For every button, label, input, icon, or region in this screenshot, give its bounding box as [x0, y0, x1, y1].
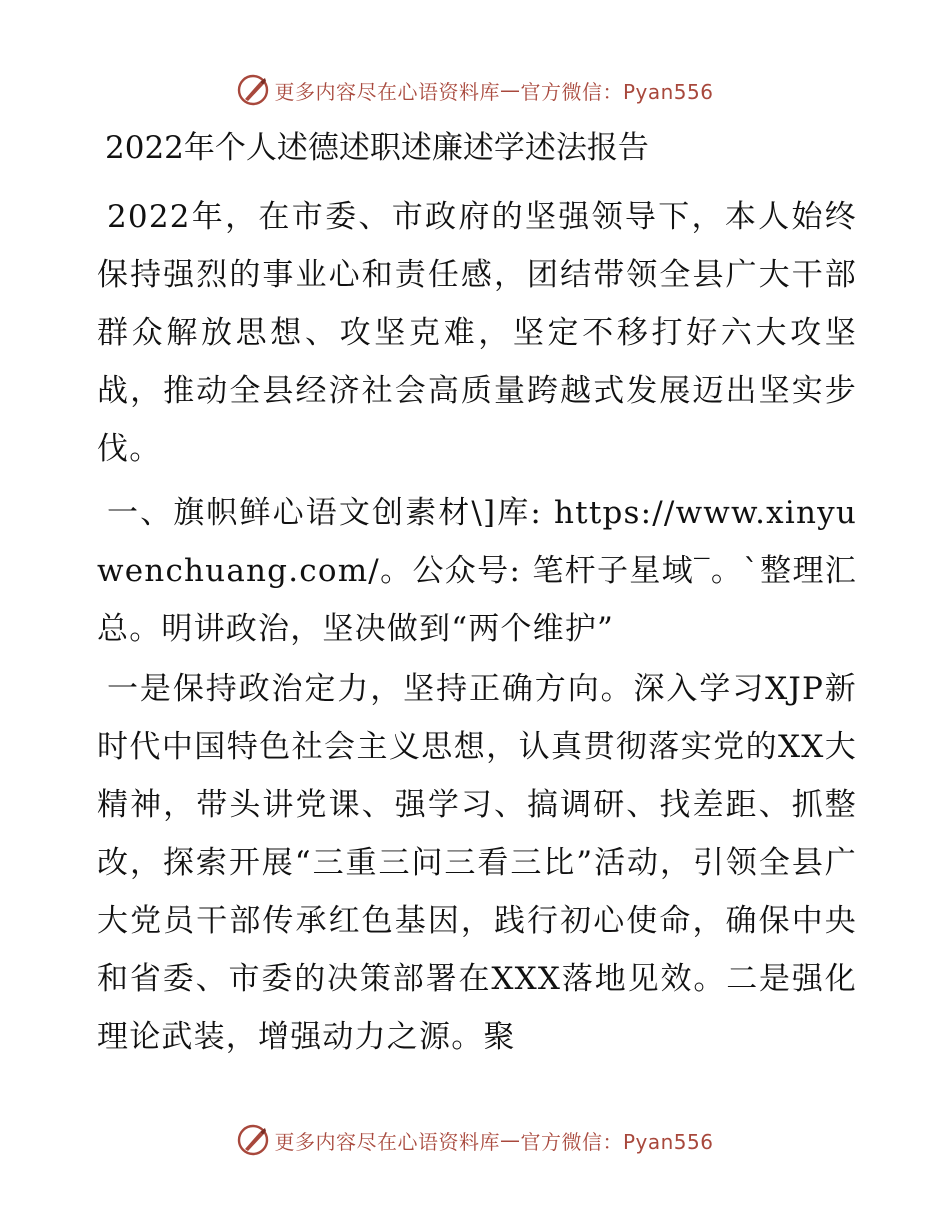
document-body	[97, 120, 857, 1072]
quill-pen-logo-icon	[236, 73, 270, 107]
paragraph-politics: 一是保持政治定力，坚持正确方向。深入学习XJP新时代中国特色社会主义思想，认真贯彻落实党的XX大精神，带头讲党课、强学习、搞调研、找差距、抓整改，探索开展“三重三问三看三比”活动，引领全县广大党员干部传承红色基因，践行初心使命，确保中央和省委、市委的决策部署在XXX落地见效。二是强化理论武装，增强动力之源。聚	[97, 671, 857, 1055]
watermark-wechat-text: 官方微信：Pyan556	[520, 1129, 714, 1154]
paragraph-section-one-heading: 一、旗帜鲜心语文创素材\]库: https://www.xinyuwenchuang.com/。公众号: 笔杆子星域‾。`整理汇总。明讲政治，坚决做到“两个维护”	[97, 495, 857, 647]
header-watermark	[0, 70, 950, 110]
watermark-separator: —	[499, 78, 521, 102]
quill-pen-logo-icon	[236, 1123, 270, 1157]
footer-watermark	[0, 1120, 950, 1160]
watermark-separator: —	[499, 1128, 521, 1152]
paragraph-intro: 2022年，在市委、市政府的坚强领导下，本人始终保持强烈的事业心和责任感，团结带领全县广大干部群众解放思想、攻坚克难，坚定不移打好六大攻坚战，推动全县经济社会高质量跨越式发展迈出坚实步伐。	[97, 199, 857, 467]
watermark-site-text: 更多内容尽在心语资料库	[274, 79, 500, 104]
document-title: 2022年个人述德述职述廉述学述法报告	[105, 130, 649, 166]
watermark-site-text: 更多内容尽在心语资料库	[274, 1129, 500, 1154]
watermark-wechat-text: 官方微信：Pyan556	[520, 79, 714, 104]
